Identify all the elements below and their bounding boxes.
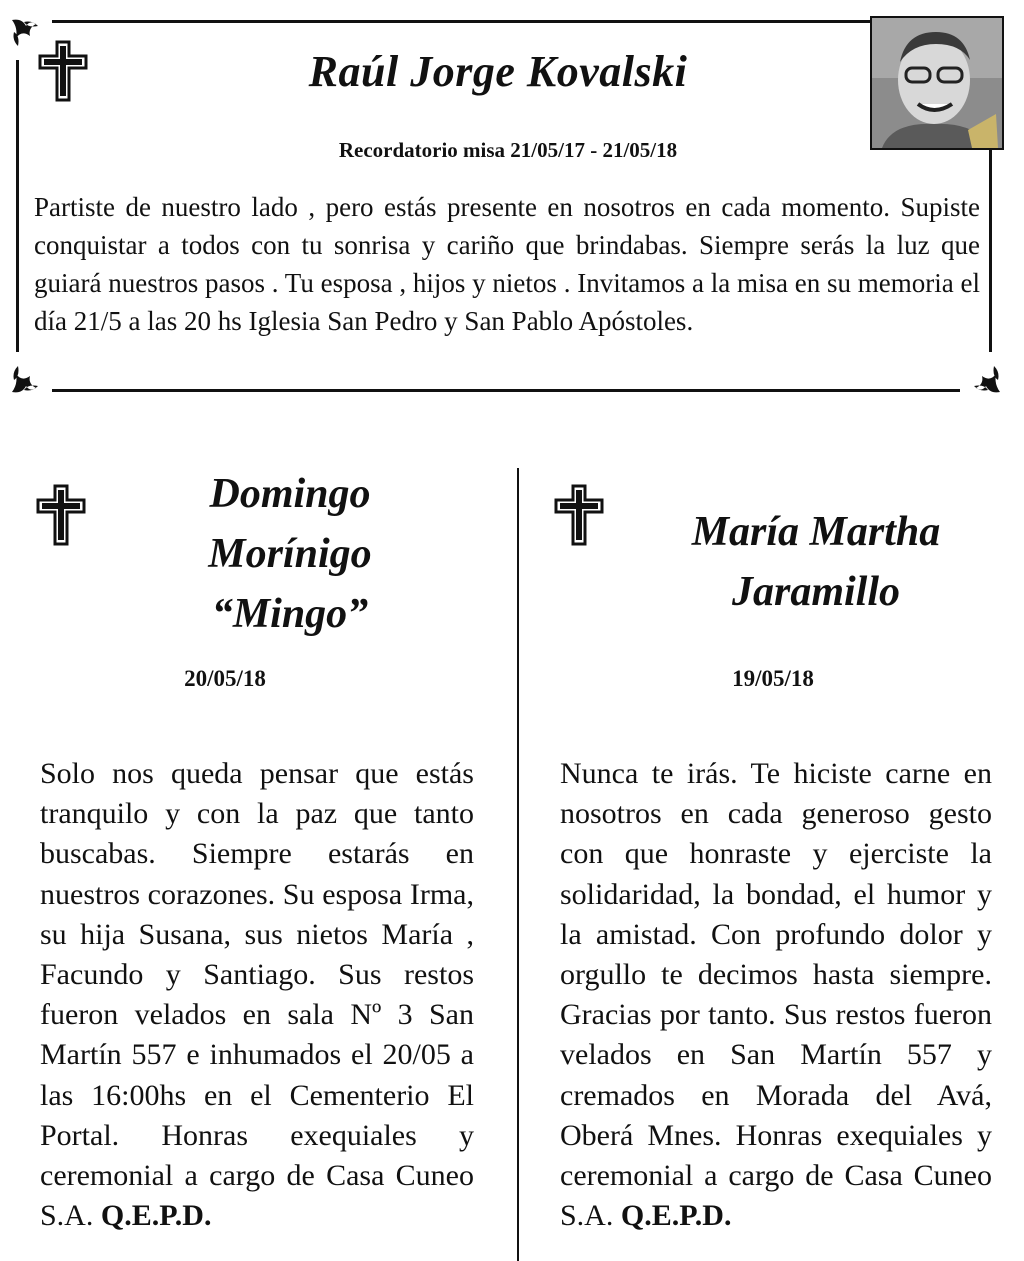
qepd-closing: Q.E.P.D. [100, 1199, 212, 1233]
top-obituary-notice [8, 16, 1004, 396]
notice-body-text [40, 754, 474, 1236]
death-date: 19/05/18 [732, 666, 814, 691]
cross-icon [552, 484, 606, 546]
cross-icon [36, 40, 90, 102]
notice-body-text [560, 754, 992, 1236]
name-line: María Martha [691, 509, 941, 555]
body-text: Nunca te irás. Te hiciste carne en nosotros en cada generoso gesto con que honraste y ejerciste la solidaridad, la bondad, el humor y la amistad. Con profundo dolor y orgullo te decimos hasta siempre. Gracias por tanto. Sus restos fueron velados en San Martín 557 y cremados en Morada del Avá, Oberá Mnes. Honras exequiales y ceremonial a cargo de Casa Cuneo S.A. [560, 757, 992, 1233]
notice-body-text: Partiste de nuestro lado , pero estás presente en nosotros en cada momento. Supiste conquistar a todos con tu sonrisa y cariño que brindabas. Siempre serás la luz que guiará nuestros pasos . Tu esposa , hijos y nietos . Invitamos a la misa en su memoria el día 21/5 a las 20 hs Iglesia San Pedro y San Pablo Apóstoles. [34, 192, 980, 336]
qepd-closing: Q.E.P.D. [620, 1199, 732, 1233]
column-divider [517, 468, 519, 1261]
corner-ornament-icon [8, 352, 52, 396]
name-line: Domingo [209, 471, 371, 517]
deceased-name [140, 464, 440, 644]
portrait-photo [870, 16, 1004, 150]
cross-icon [34, 484, 88, 546]
deceased-name [644, 502, 988, 622]
body-text: Solo nos queda pensar que estás tranquilo y con la paz que tanto buscabas. Siempre estarás en nuestros corazones. Su esposa Irma, su hija Susana, sus nietos María , Facundo y Santiago. Sus restos fueron velados en sala Nº 3 San Martín 557 e inhumados el 20/05 a las 16:00hs en el Cementerio El Portal. Honras exequiales y ceremonial a cargo de Casa Cuneo S.A. [40, 757, 474, 1233]
nickname: “Mingo” [211, 591, 369, 637]
deceased-name: Raúl Jorge Kovalski [308, 47, 688, 96]
mass-dates: Recordatorio misa 21/05/17 - 21/05/18 [338, 138, 678, 162]
death-date: 20/05/18 [184, 666, 266, 691]
corner-ornament-icon [960, 352, 1004, 396]
name-line: Jaramillo [731, 569, 901, 615]
name-line: Morínigo [208, 531, 372, 577]
